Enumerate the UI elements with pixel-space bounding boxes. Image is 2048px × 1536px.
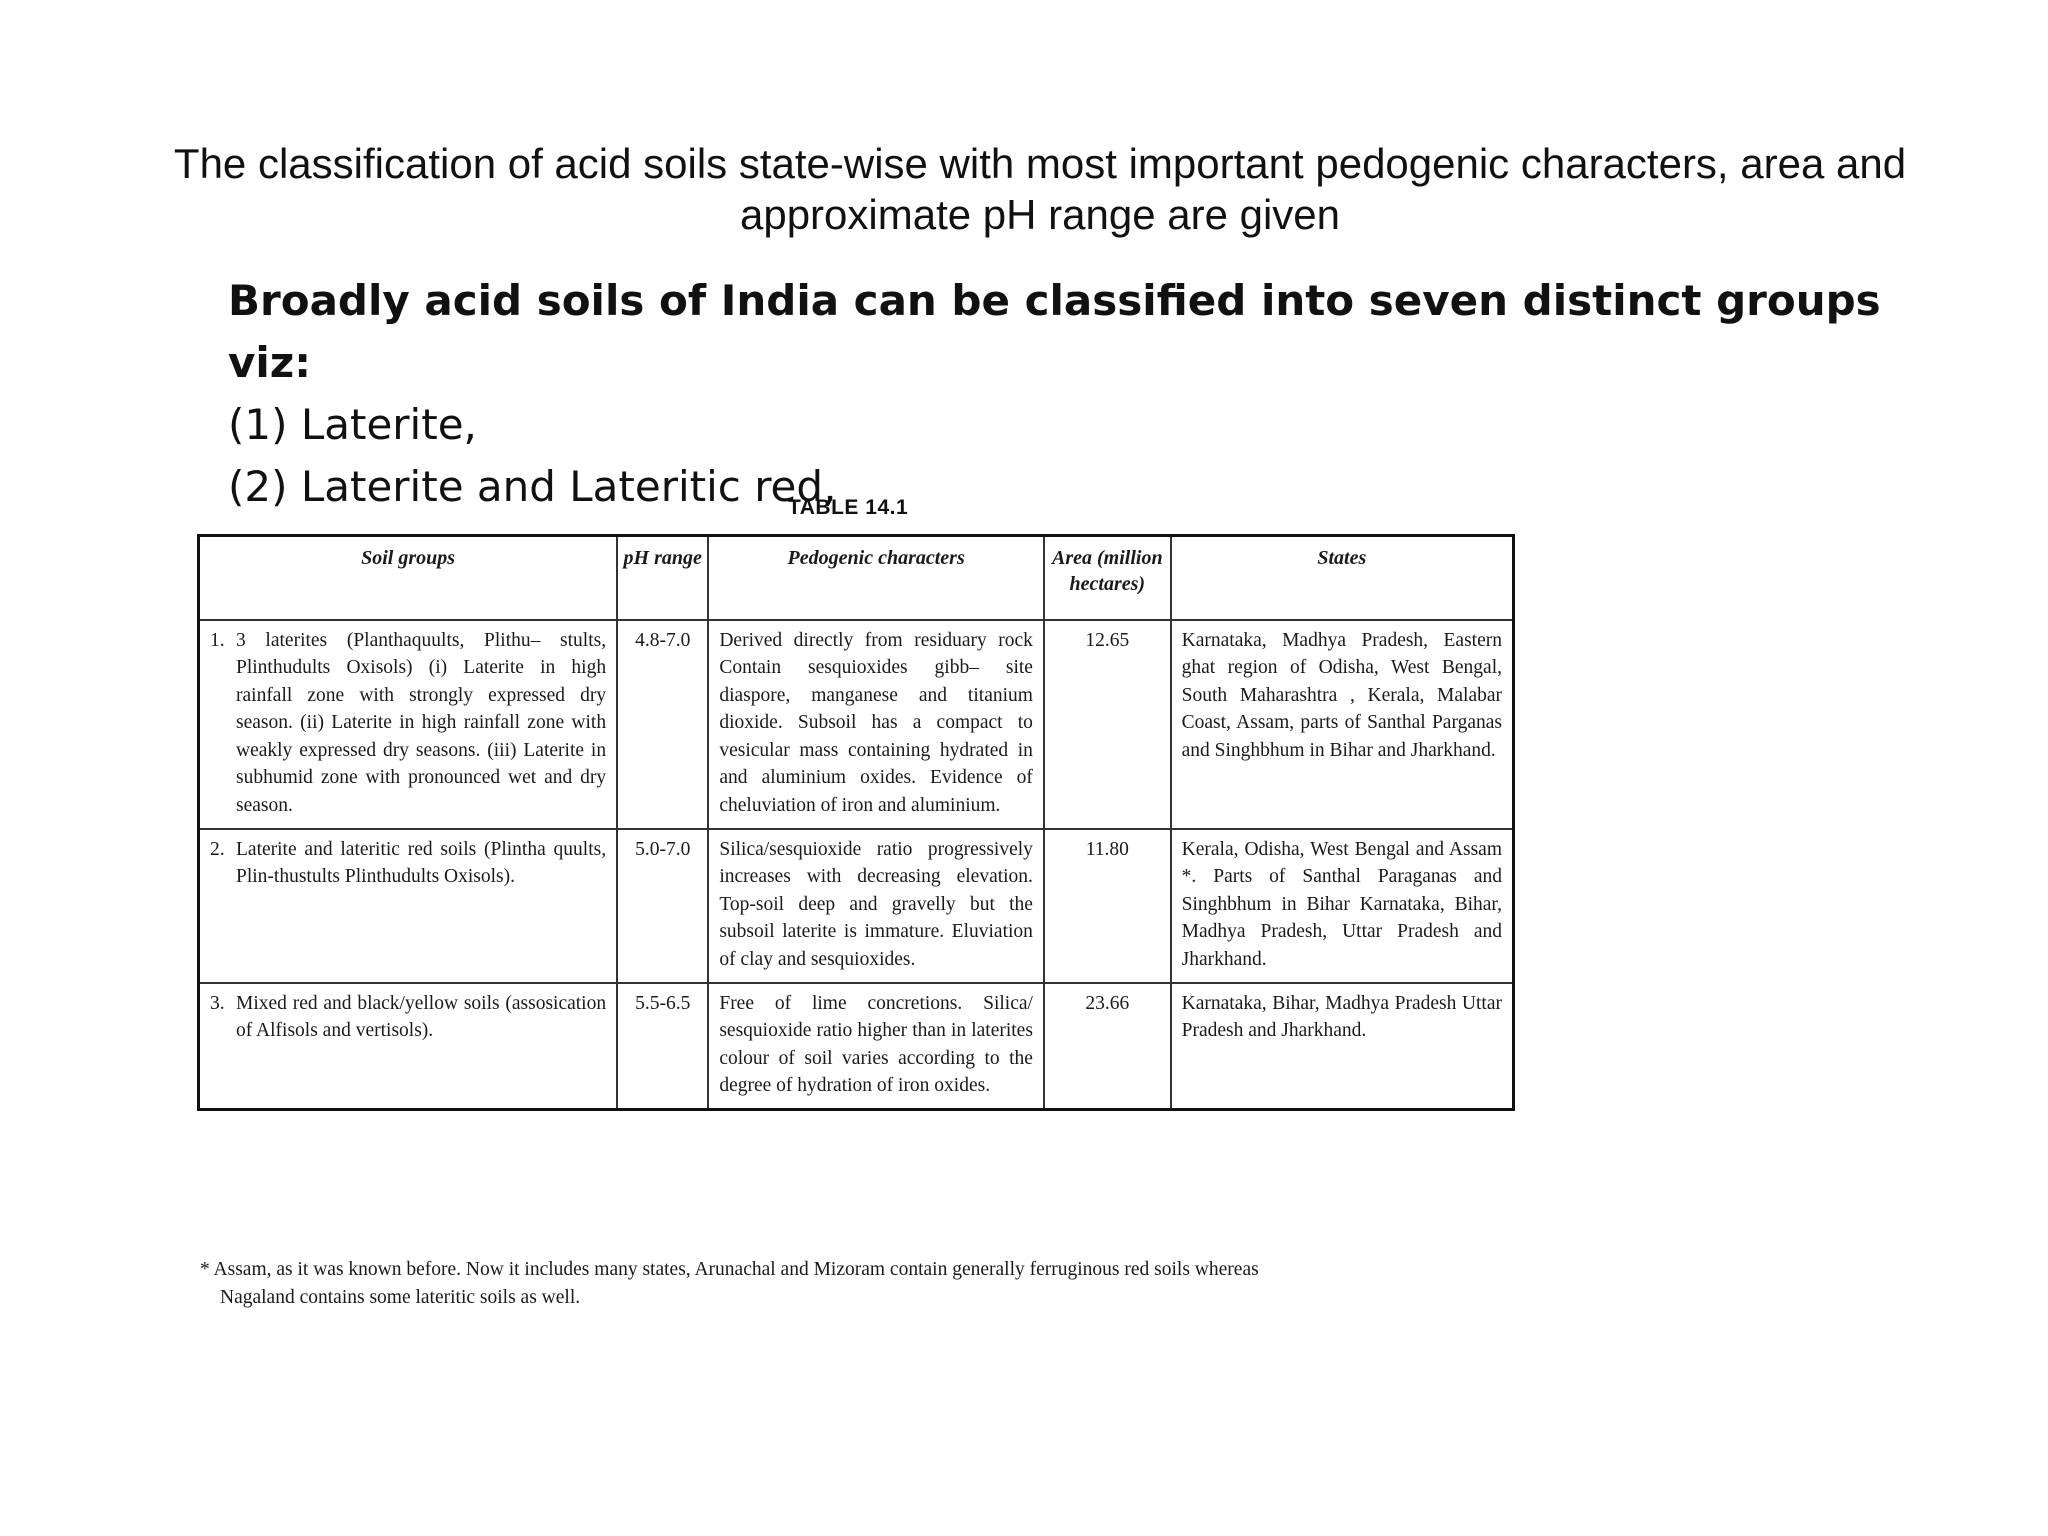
- states-cell: Karnataka, Bihar, Madhya Pradesh Uttar Pradesh and Jharkhand.: [1171, 983, 1514, 1110]
- intro-heading: Broadly acid soils of India can be classified into seven distinct groups viz:: [228, 276, 1881, 387]
- header-soil-groups: Soil groups: [199, 536, 618, 620]
- ph-range-cell: 4.8-7.0: [617, 620, 708, 829]
- area-cell: 11.80: [1044, 829, 1171, 983]
- area-cell: 23.66: [1044, 983, 1171, 1110]
- states-cell: Kerala, Odisha, West Bengal and Assam *. Parts of Santhal Paraganas and Singhbhum in Bihar Karnataka, Bihar, Madhya Pradesh, Uttar Pradesh and Jharkhand.: [1171, 829, 1514, 983]
- soil-group-text: Laterite and lateritic red soils (Plintha quults, Plin-thustults Plinthudults Oxisols).: [236, 838, 607, 888]
- ph-range-cell: 5.5-6.5: [617, 983, 708, 1110]
- pedogenic-cell: Derived directly from residuary rock Contain sesquioxides gibb– site diaspore, manganese and titanium dioxide. Subsoil has a compact to vesicular mass containing hydrated in and aluminium oxides. Evidence of cheluviation of iron and aluminium.: [708, 620, 1044, 829]
- intro-item-1: (1) Laterite,: [228, 400, 477, 449]
- pedogenic-cell: Free of lime concretions. Silica/ sesquioxide ratio higher than in laterites colour of soil varies according to the degree of hydration of iron oxides.: [708, 983, 1044, 1110]
- table-row: [199, 620, 1514, 829]
- footnote-line-2: Nagaland contains some lateritic soils as well.: [220, 1287, 581, 1308]
- ph-range-cell: 5.0-7.0: [617, 829, 708, 983]
- intro-item-2: (2) Laterite and Lateritic red,: [228, 462, 837, 511]
- row-number: 2.: [210, 838, 225, 860]
- header-pedogenic-characters: Pedogenic characters: [708, 536, 1044, 620]
- footnote-line-1: * Assam, as it was known before. Now it includes many states, Arunachal and Mizoram contain generally ferruginous red soils whereas: [200, 1259, 1259, 1280]
- slide-title: The classification of acid soils state-wise with most important pedogenic characters, area and approximate pH range are given: [173, 140, 1907, 238]
- soil-group-cell: [199, 983, 618, 1110]
- row-number: 1.: [210, 629, 225, 651]
- table-header-row: [199, 536, 1514, 620]
- table-row: [199, 829, 1514, 983]
- soil-classification-table: [197, 534, 1515, 1111]
- table-row: [199, 983, 1514, 1110]
- table-footnote: [200, 1256, 1520, 1312]
- soil-group-cell: [199, 620, 618, 829]
- header-states: States: [1171, 536, 1514, 620]
- area-cell: 12.65: [1044, 620, 1171, 829]
- table-caption: TABLE 14.1: [788, 496, 909, 519]
- header-area: Area (million hectares): [1044, 536, 1171, 620]
- soil-group-text: 3 laterites (Planthaquults, Plithu– stults, Plinthudults Oxisols) (i) Laterite in high rainfall zone with strongly expressed dry season. (ii) Laterite in high rainfall zone with weakly expressed dry seasons. (iii) Laterite in subhumid zone with pronounced wet and dry season.: [236, 629, 607, 817]
- soil-group-cell: [199, 829, 618, 983]
- soil-group-text: Mixed red and black/yellow soils (assosication of Alfisols and vertisols).: [236, 992, 607, 1042]
- header-ph-range: pH range: [617, 536, 708, 620]
- states-cell: Karnataka, Madhya Pradesh, Eastern ghat region of Odisha, West Bengal, South Maharashtra , Kerala, Malabar Coast, Assam, parts of Santhal Parganas and Singhbhum in Bihar and Jharkhand.: [1171, 620, 1514, 829]
- pedogenic-cell: Silica/sesquioxide ratio progressively increases with decreasing elevation. Top-soil deep and gravelly but the subsoil laterite is immature. Eluviation of clay and sesquioxides.: [708, 829, 1044, 983]
- intro-block: [228, 270, 1928, 518]
- row-number: 3.: [210, 992, 225, 1014]
